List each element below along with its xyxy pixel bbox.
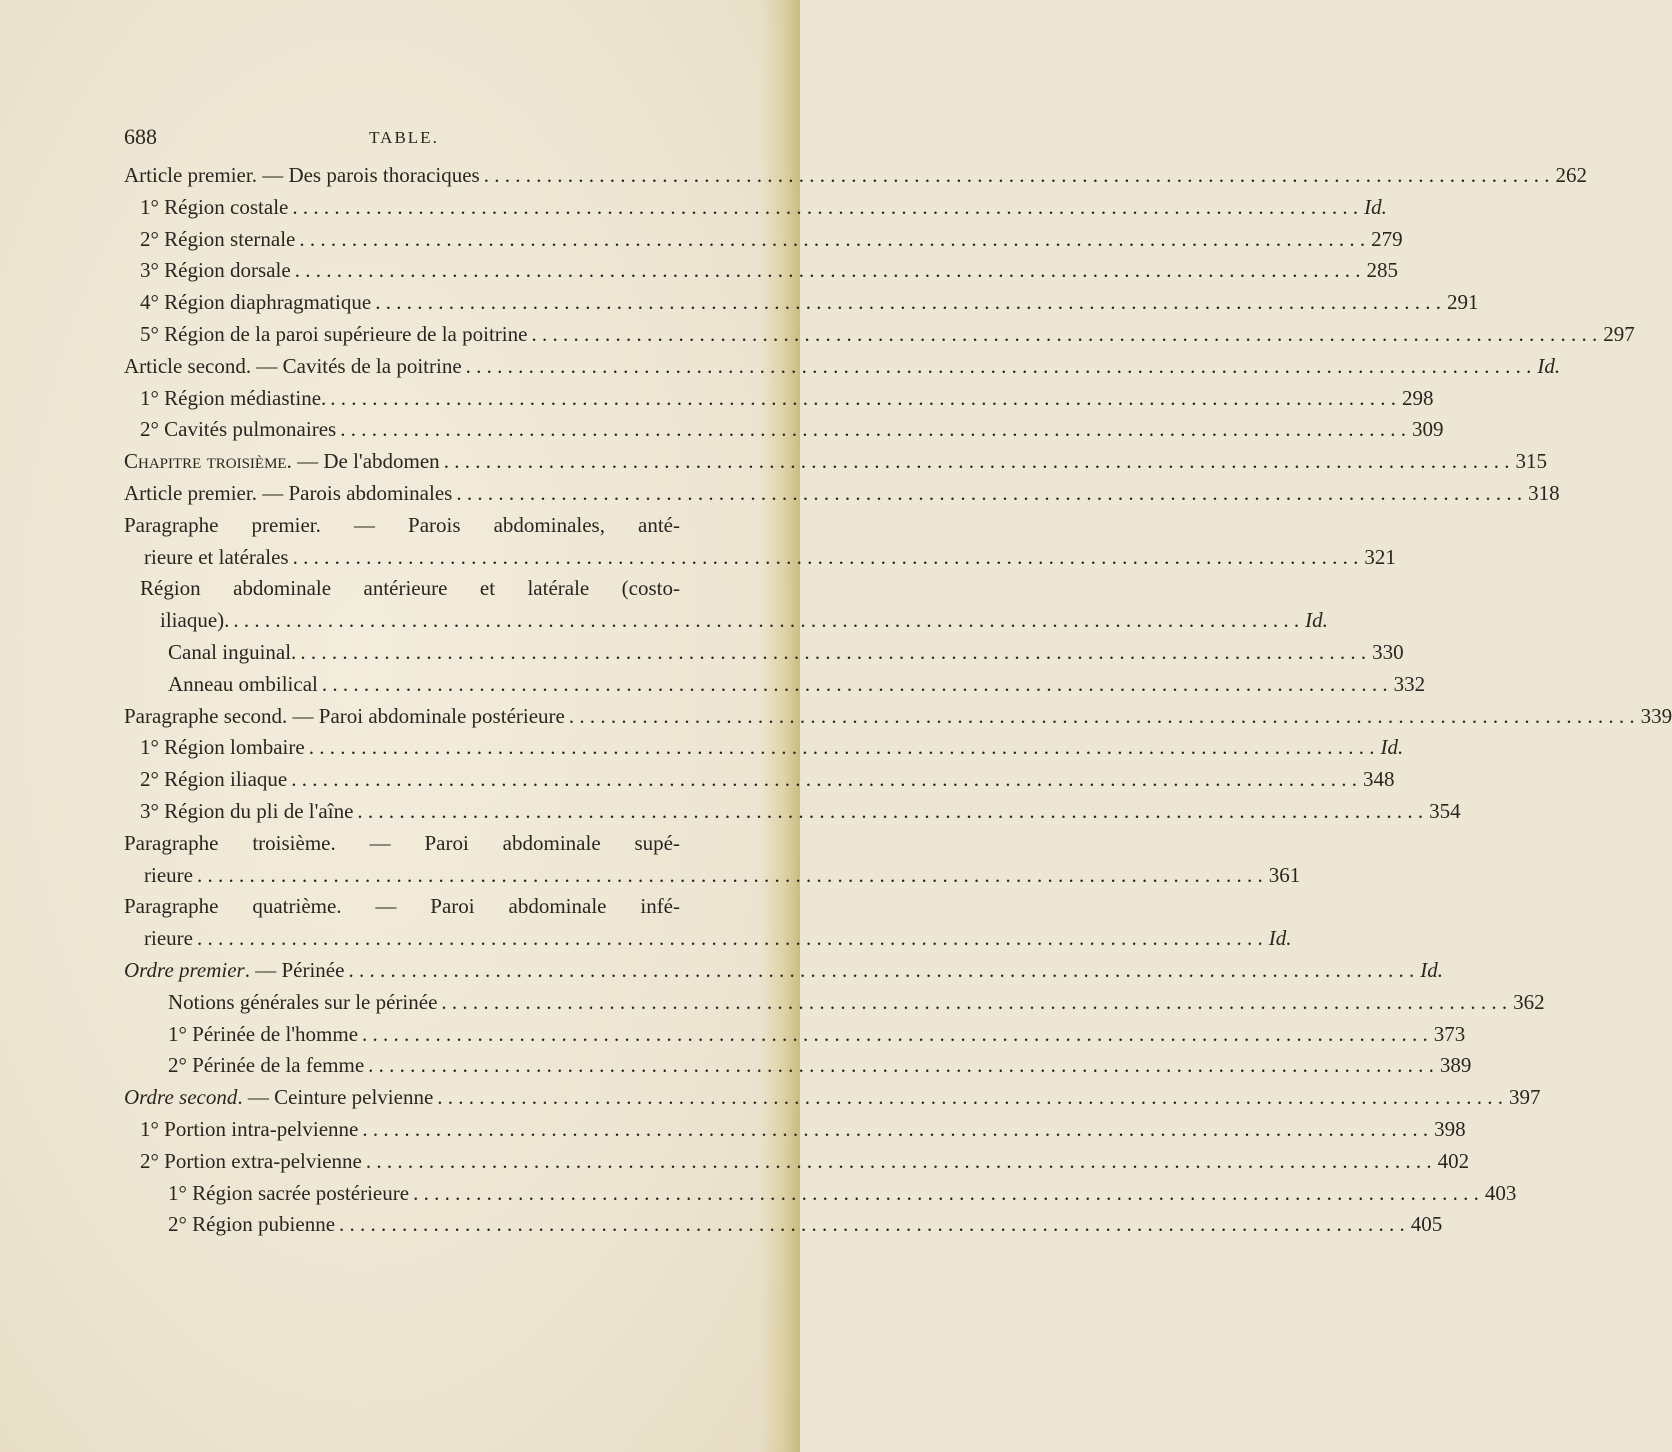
- running-title: TABLE.: [369, 128, 439, 147]
- toc-label: rieure et latérales: [144, 544, 289, 569]
- toc-label: rieure: [144, 926, 193, 951]
- toc-page: 403: [1484, 1180, 1517, 1205]
- toc-entry: [124, 1050, 1472, 1082]
- toc-entry: [124, 1019, 1466, 1051]
- order-heading: Ordre premier: [124, 957, 245, 982]
- toc-label: Article premier. — Parois abdominales: [124, 480, 453, 505]
- toc-entry: [124, 319, 1635, 351]
- toc-page: 330: [1372, 639, 1404, 664]
- toc-entry: [124, 891, 1292, 955]
- toc-entry: [124, 732, 1404, 764]
- toc-entry: [124, 351, 1561, 383]
- toc-page: Id.: [1364, 194, 1387, 219]
- toc-page: 361: [1268, 862, 1301, 887]
- toc-label-line1: Paragraphe troisième. — Paroi abdominale supé-: [124, 830, 680, 855]
- chapter-heading: Chapitre troisième: [124, 449, 287, 474]
- toc-entry: [124, 446, 1547, 478]
- toc-entry: [124, 987, 1545, 1019]
- toc-entry: [124, 955, 1443, 987]
- toc-label-line1: Paragraphe premier. — Parois abdominales, anté-: [124, 512, 680, 537]
- toc-entry: [124, 796, 1461, 828]
- toc-page: 332: [1393, 671, 1426, 696]
- toc-page: Id.: [1268, 926, 1292, 951]
- toc-label: 1° Périnée de l'homme: [168, 1021, 359, 1046]
- toc-entry: [124, 764, 1395, 796]
- order-heading: Ordre second: [124, 1085, 238, 1110]
- toc-entry: [124, 828, 1301, 892]
- toc-label: 1° Portion intra-pelvienne: [140, 1116, 359, 1141]
- order-title: . — Ceinture pelvienne: [237, 1085, 434, 1110]
- toc-entry: [124, 573, 1328, 637]
- toc-label: 2° Cavités pulmonaires: [140, 417, 337, 442]
- toc-page: 297: [1603, 321, 1635, 346]
- toc-label: 2° Région iliaque: [140, 767, 288, 792]
- toc-label: Article premier. — Des parois thoraciques: [124, 163, 480, 187]
- toc-page: 298: [1402, 385, 1434, 410]
- toc-label: 2° Région sternale: [140, 226, 296, 251]
- toc-entry: [124, 414, 1444, 446]
- toc-entry: [124, 1209, 1443, 1241]
- toc-page: 373: [1433, 1021, 1466, 1046]
- toc-page: 285: [1366, 258, 1398, 283]
- toc-page: 318: [1528, 480, 1560, 505]
- toc-label: 4° Région diaphragmatique: [140, 290, 372, 315]
- toc-label: 2° Région pubienne: [168, 1212, 336, 1237]
- toc-page: 321: [1364, 544, 1396, 569]
- toc-entry: [124, 669, 1426, 701]
- toc-label: Article second. — Cavités de la poitrine: [124, 353, 462, 378]
- toc-page: 262: [1555, 163, 1587, 187]
- toc-label: 1° Région costale: [140, 194, 289, 219]
- toc-label: iliaque).: [160, 608, 230, 633]
- toc-label: [124, 446, 440, 478]
- toc-label: 1° Région lombaire: [140, 735, 305, 760]
- toc-page: 291: [1446, 290, 1479, 315]
- toc-page: 309: [1411, 417, 1444, 442]
- toc-entry: [124, 701, 1672, 733]
- toc-entry: [124, 1146, 1470, 1178]
- toc-entry: [124, 287, 1479, 319]
- toc-label: 2° Périnée de la femme: [168, 1053, 365, 1078]
- table-of-contents: [124, 160, 1672, 1241]
- toc-page: 348: [1362, 767, 1395, 792]
- toc-page: 389: [1439, 1053, 1472, 1078]
- toc-label: Paragraphe second. — Paroi abdominale postérieure: [124, 703, 565, 728]
- toc-label: 1° Région médiastine.: [140, 385, 327, 410]
- toc-page: 398: [1434, 1116, 1466, 1141]
- toc-page: 402: [1437, 1148, 1470, 1173]
- toc-entry: [124, 637, 1404, 669]
- order-title: . — Périnée: [244, 957, 345, 982]
- toc-label: Anneau ombilical: [168, 671, 318, 696]
- toc-entry: [124, 224, 1403, 256]
- toc-page: Id.: [1420, 957, 1443, 982]
- toc-label: 3° Région dorsale: [140, 258, 291, 283]
- toc-page: 362: [1513, 989, 1545, 1014]
- toc-entry: [124, 1178, 1517, 1210]
- toc-page: 315: [1515, 449, 1547, 474]
- toc-label: Notions générales sur le périnée: [168, 989, 438, 1014]
- toc-label: [124, 955, 344, 987]
- toc-label: [124, 1082, 433, 1114]
- page-header: [124, 124, 684, 158]
- toc-page: Id.: [1305, 608, 1328, 633]
- toc-page: 279: [1371, 226, 1403, 251]
- toc-page: Id.: [1380, 735, 1404, 760]
- toc-label-line1: Région abdominale antérieure et latérale (costo-: [140, 576, 680, 601]
- toc-entry: [124, 510, 1396, 574]
- toc-page: 339: [1640, 703, 1672, 728]
- toc-label: Canal inguinal.: [168, 639, 297, 664]
- toc-entry: [124, 1082, 1541, 1114]
- toc-label-line1: Paragraphe quatrième. — Paroi abdominale infé-: [124, 894, 680, 919]
- toc-label: 2° Portion extra-pelvienne: [140, 1148, 362, 1173]
- toc-entry: [124, 478, 1560, 510]
- toc-label: 5° Région de la paroi supérieure de la poitrine: [140, 321, 528, 346]
- toc-entry: [124, 192, 1387, 224]
- toc-page: 405: [1410, 1212, 1443, 1237]
- chapter-title: . — De l'abdomen: [286, 449, 440, 474]
- toc-label: rieure: [144, 862, 193, 887]
- toc-page: 397: [1509, 1085, 1541, 1110]
- toc-label: 1° Région sacrée postérieure: [168, 1180, 410, 1205]
- page-number: 688: [124, 124, 157, 149]
- toc-page: 354: [1429, 798, 1461, 823]
- toc-entry: [124, 255, 1398, 287]
- toc-entry: [124, 383, 1434, 415]
- toc-label: 3° Région du pli de l'aîne: [140, 798, 354, 823]
- toc-entry: [124, 1114, 1466, 1146]
- toc-entry: [124, 160, 1587, 192]
- toc-page: Id.: [1537, 353, 1561, 378]
